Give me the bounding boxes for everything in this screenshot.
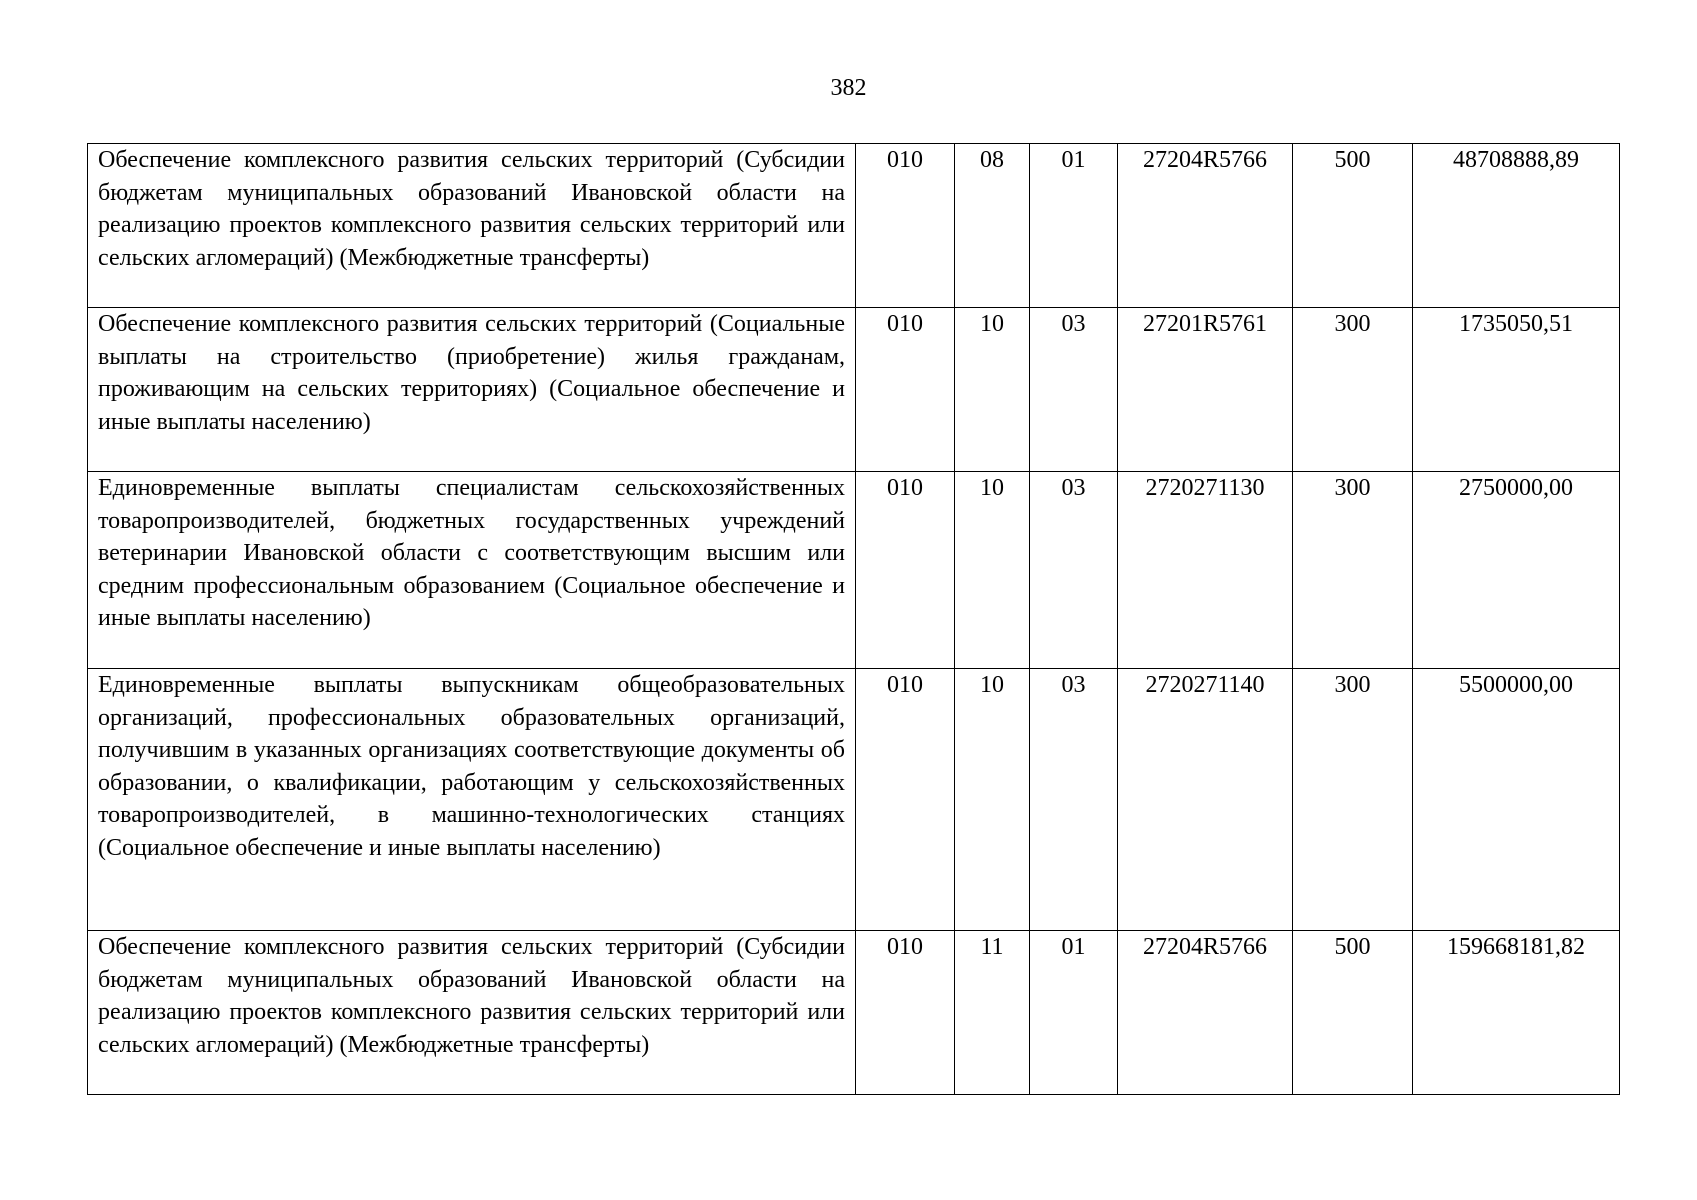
row-section-code: 10	[955, 669, 1030, 931]
row-section-code: 10	[955, 308, 1030, 472]
row-amount: 2750000,00	[1413, 472, 1620, 669]
row-section-code: 08	[955, 144, 1030, 308]
row-subsection-code: 03	[1030, 308, 1118, 472]
row-amount: 159668181,82	[1413, 931, 1620, 1095]
row-subsection-code: 03	[1030, 472, 1118, 669]
row-expense-type: 300	[1293, 669, 1413, 931]
row-target-article: 27201R5761	[1118, 308, 1293, 472]
row-description: Обеспечение комплексного развития сельских территорий (Субсидии бюджетам муниципальных образований Ивановской области на реализацию проектов комплексного развития сельских территорий или сельских агломераций) (Межбюджетные трансферты)	[88, 931, 856, 1095]
row-ministry-code: 010	[856, 472, 955, 669]
row-section-code: 11	[955, 931, 1030, 1095]
row-ministry-code: 010	[856, 931, 955, 1095]
table-row	[88, 931, 1620, 1095]
row-description: Единовременные выплаты специалистам сельскохозяйственных товаропроизводителей, бюджетных государственных учреждений ветеринарии Ивановской области с соответствующим высшим или средним профессиональным образованием (Социальное обеспечение и иные выплаты населению)	[88, 472, 856, 669]
table-row	[88, 308, 1620, 472]
row-subsection-code: 01	[1030, 144, 1118, 308]
row-description: Единовременные выплаты выпускникам общеобразовательных организаций, профессиональных образовательных организаций, получившим в указанных организациях соответствующие документы об образовании, о квалификации, работающим у сельскохозяйственных товаропроизводителей, в машинно-технологических станциях (Социальное обеспечение и иные выплаты населению)	[88, 669, 856, 931]
table-row	[88, 144, 1620, 308]
row-amount: 5500000,00	[1413, 669, 1620, 931]
row-target-article: 27204R5766	[1118, 144, 1293, 308]
row-amount: 48708888,89	[1413, 144, 1620, 308]
budget-table	[87, 143, 1620, 1095]
row-ministry-code: 010	[856, 669, 955, 931]
row-ministry-code: 010	[856, 144, 955, 308]
table-row	[88, 472, 1620, 669]
row-subsection-code: 01	[1030, 931, 1118, 1095]
row-target-article: 27204R5766	[1118, 931, 1293, 1095]
table-row	[88, 669, 1620, 931]
row-target-article: 2720271130	[1118, 472, 1293, 669]
row-target-article: 2720271140	[1118, 669, 1293, 931]
row-section-code: 10	[955, 472, 1030, 669]
row-description: Обеспечение комплексного развития сельских территорий (Субсидии бюджетам муниципальных образований Ивановской области на реализацию проектов комплексного развития сельских территорий или сельских агломераций) (Межбюджетные трансферты)	[88, 144, 856, 308]
row-expense-type: 300	[1293, 472, 1413, 669]
row-amount: 1735050,51	[1413, 308, 1620, 472]
row-ministry-code: 010	[856, 308, 955, 472]
row-expense-type: 500	[1293, 144, 1413, 308]
row-description: Обеспечение комплексного развития сельских территорий (Социальные выплаты на строительство (приобретение) жилья гражданам, проживающим на сельских территориях) (Социальное обеспечение и иные выплаты населению)	[88, 308, 856, 472]
page-number: 382	[830, 75, 867, 101]
row-expense-type: 300	[1293, 308, 1413, 472]
row-expense-type: 500	[1293, 931, 1413, 1095]
row-subsection-code: 03	[1030, 669, 1118, 931]
